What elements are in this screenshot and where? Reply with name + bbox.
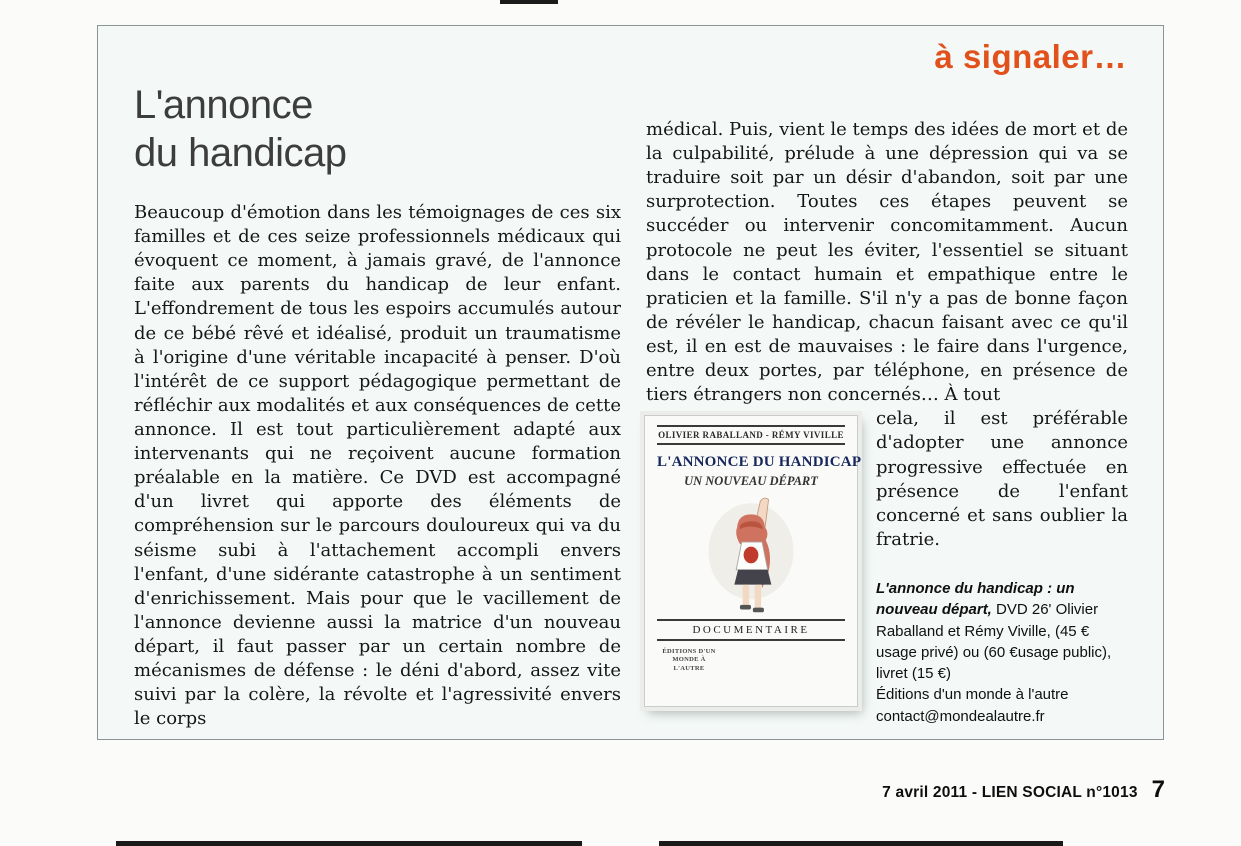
dvd-title: L'ANNONCE DU HANDICAP bbox=[657, 454, 862, 471]
footer-issue: 7 avril 2011 - LIEN SOCIAL n°1013 bbox=[882, 784, 1138, 801]
caption-email: contact@mondealautre.fr bbox=[876, 707, 1045, 725]
dvd-authors: OLIVIER RABALLAND - RÉMY VIVILLE bbox=[657, 425, 845, 445]
caption-details: DVD 26' Olivier Raballand et Rémy Viville, (45 € usage privé) ou (60 €usage public), livret (15 €) bbox=[876, 601, 1112, 683]
dvd-publisher-logo: ÉDITIONS D'UN MONDE À L'AUTRE bbox=[662, 648, 716, 672]
dvd-cover-image bbox=[644, 415, 862, 707]
article-box bbox=[97, 25, 1164, 740]
dvd-genre: DOCUMENTAIRE bbox=[657, 619, 845, 641]
dvd-girl-illustration bbox=[657, 494, 845, 616]
article-title bbox=[134, 81, 621, 177]
article-title-line1: L'annonce bbox=[134, 83, 313, 127]
scan-artifact bbox=[659, 841, 1063, 846]
right-column bbox=[646, 118, 1128, 727]
caption-publisher: Éditions d'un monde à l'autre bbox=[876, 686, 1069, 704]
footer-page-number: 7 bbox=[1151, 776, 1165, 803]
caption-title: L'annonce du handicap : un nouveau départ, bbox=[876, 579, 1075, 619]
article-paragraph-right: médical. Puis, vient le temps des idées de mort et de la culpabilité, prélude à une dépression qui va se traduire soit par un désir d'abandon, soit par une surprotection. Toutes ces étapes peuvent se succéder ou intervenir concomitamment. Aucun protocole ne peut les éviter, l'essentiel se situant dans le contact humain et empathique entre le praticien et la famille. S'il n'y a pas de bonne façon de révéler le handicap, chacun faisant avec ce qu'il est, il en est de mauvaises : le faire dans l'urgence, entre deux portes, par téléphone, en présence de tiers étrangers non concernés… À tout bbox=[646, 119, 1128, 406]
page-footer bbox=[882, 776, 1165, 804]
article-paragraph-left: Beaucoup d'émotion dans les témoignages de ces six familles et de ces seize professionnels médicaux qui évoquent ce moment, à jamais gravé, de l'annonce faite aux parents du handicap de leur enfant. L'effondrement de tous les espoirs accumulés autour de ce bébé rêvé et idéalisé, produit un traumatisme à l'origine d'une véritable incapacité à penser. D'où l'intérêt de ce support pédagogique permettant de réfléchir aux modalités et aux conséquences de cette annonce. Il est tout particulièrement adapté aux intervenants qui ne reçoivent aucune formation préalable en la matière. Ce DVD est accompagné d'un livret qui apporte des éléments de compréhension sur le parcours douloureux qui va du séisme subi à l'attachement accompli envers l'enfant, d'une sidérante catastrophe à un sentiment d'enrichissement. Mais pour que le vacillement de l'annonce devienne aussi la matrice d'un nouveau départ, il faut passer par un certain nombre de mécanismes de défense : le déni d'abord, assez vite suivi par la colère, la révolte et l'agressivité envers le corps bbox=[134, 202, 621, 730]
dvd-subtitle: UN NOUVEAU DÉPART bbox=[684, 474, 818, 489]
article-paragraph-wrap: cela, il est préférable d'adopter une annonce progressive effectuée en présence de l'enfant concerné et sans oublier la fratrie. bbox=[876, 408, 1128, 550]
scan-artifact bbox=[116, 841, 582, 846]
section-label: à signaler… bbox=[934, 38, 1127, 75]
article-title-line2: du handicap bbox=[134, 131, 347, 175]
scan-artifact bbox=[500, 0, 558, 4]
left-column bbox=[134, 81, 621, 731]
